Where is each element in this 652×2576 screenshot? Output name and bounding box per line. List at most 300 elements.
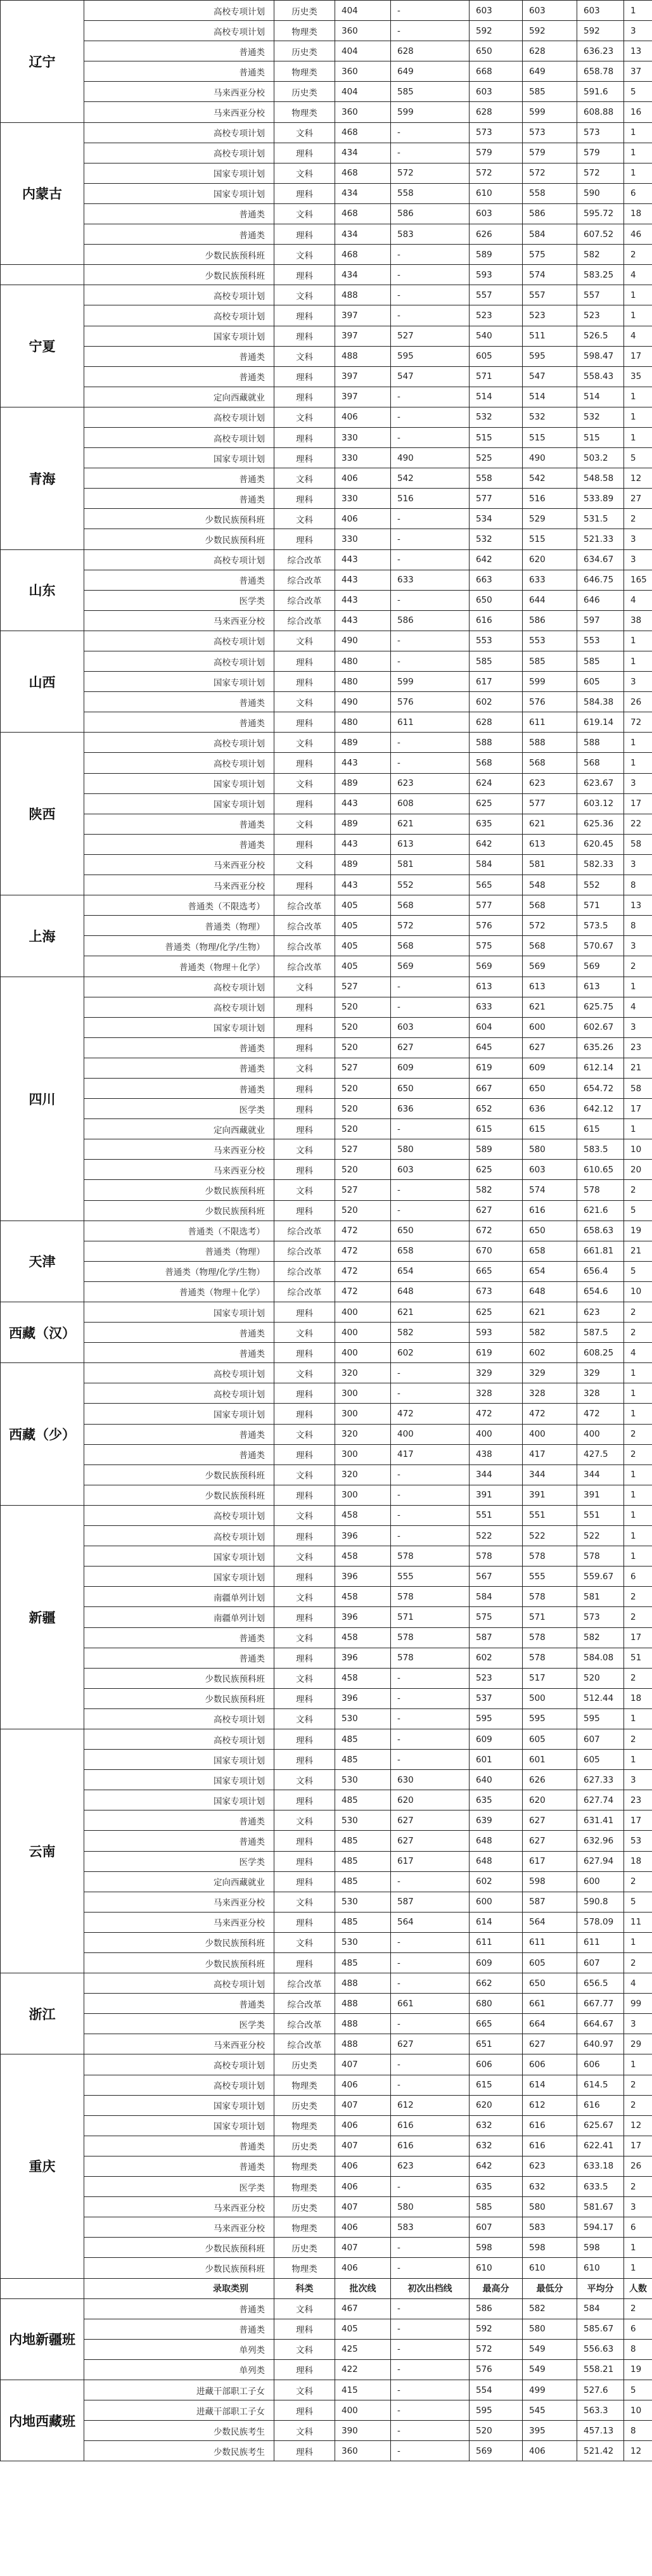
initial-cutoff-cell: - [391,1464,470,1485]
admit-count-cell: 19 [624,2359,652,2380]
max-score-cell: 572 [470,163,523,183]
admit-count-cell: 1 [624,1464,652,1485]
subject-type-cell: 理科 [274,1953,335,1973]
initial-cutoff-cell: 611 [391,712,470,733]
admission-category-cell: 高校专项计划 [84,753,274,773]
admission-category-cell: 普通类 [84,1994,274,2014]
subject-type-cell: 理科 [274,143,335,163]
max-score-cell: 617 [470,672,523,692]
avg-score-cell: 612.14 [577,1058,624,1078]
initial-cutoff-cell: 583 [391,2217,470,2238]
avg-score-cell: 616 [577,2095,624,2115]
table-row [1,2217,652,2238]
batch-line-cell: 397 [335,326,391,346]
batch-line-cell: 458 [335,1505,391,1525]
batch-line-cell: 320 [335,1424,391,1444]
avg-score-cell: 590.8 [577,1892,624,1912]
batch-line-cell: 520 [335,1099,391,1119]
initial-cutoff-cell: 580 [391,2197,470,2217]
min-score-cell: 579 [523,143,577,163]
admission-category-cell: 国家专项计划 [84,1770,274,1790]
subject-type-cell: 理科 [274,2400,335,2421]
batch-line-cell: 485 [335,1871,391,1892]
avg-score-cell: 642.12 [577,1099,624,1119]
batch-line-cell: 406 [335,2217,391,2238]
admission-category-cell: 高校专项计划 [84,631,274,651]
avg-score-cell: 328 [577,1383,624,1404]
admit-count-cell: 3 [624,549,652,570]
min-score-cell: 616 [523,2136,577,2156]
admission-category-cell: 普通类 [84,570,274,590]
table-row [1,916,652,936]
avg-score-cell: 631.41 [577,1810,624,1831]
max-score-cell: 600 [470,1892,523,1912]
admission-category-cell: 医学类 [84,1099,274,1119]
subject-type-cell: 理科 [274,1485,335,1505]
min-score-cell: 586 [523,610,577,631]
min-score-cell: 558 [523,183,577,203]
table-row [1,1444,652,1464]
batch-line-cell: 458 [335,1587,391,1607]
avg-score-cell: 584 [577,2298,624,2319]
subject-type-cell: 理科 [274,712,335,733]
admission-category-cell: 高校专项计划 [84,427,274,447]
table-row [1,2441,652,2461]
batch-line-cell: 360 [335,61,391,82]
table-row [1,529,652,549]
avg-score-cell: 573 [577,1607,624,1627]
table-row [1,1973,652,1994]
subject-type-cell: 理科 [274,224,335,245]
admission-category-cell: 普通类 [84,712,274,733]
avg-score-cell: 658.78 [577,61,624,82]
max-score-cell: 514 [470,387,523,407]
table-row [1,2238,652,2258]
admit-count-cell: 1 [624,1119,652,1139]
batch-line-cell: 300 [335,1485,391,1505]
admission-category-cell: 高校专项计划 [84,1708,274,1729]
min-score-cell: 569 [523,956,577,977]
min-score-cell: 549 [523,2359,577,2380]
admit-count-cell: 1 [624,427,652,447]
min-score-cell: 664 [523,2014,577,2034]
province-cell: 新疆 [1,1505,84,1729]
initial-cutoff-cell: - [391,2258,470,2278]
batch-line-cell: 330 [335,448,391,468]
initial-cutoff-cell: - [391,265,470,285]
avg-score-cell: 400 [577,1424,624,1444]
avg-score-cell: 582 [577,1627,624,1648]
min-score-cell: 582 [523,2298,577,2319]
initial-cutoff-cell: - [391,1526,470,1546]
admission-category-cell: 高校专项计划 [84,651,274,672]
admission-category-cell: 普通类 [84,2319,274,2339]
subject-type-cell: 理科 [274,1160,335,1180]
max-score-cell: 626 [470,224,523,245]
admit-count-cell: 1 [624,1363,652,1383]
initial-cutoff-cell: - [391,631,470,651]
subject-type-cell: 综合改革 [274,916,335,936]
max-score-cell: 344 [470,1464,523,1485]
table-row [1,610,652,631]
admit-count-cell: 4 [624,1973,652,1994]
batch-line-cell: 360 [335,2441,391,2461]
admit-count-cell: 17 [624,2136,652,2156]
table-row [1,1363,652,1383]
admission-category-cell: 南疆单列计划 [84,1587,274,1607]
avg-score-cell: 557 [577,285,624,305]
subject-type-cell: 理科 [274,1567,335,1587]
batch-line-cell: 443 [335,610,391,631]
batch-line-cell: 397 [335,366,391,387]
avg-score-cell: 572 [577,163,624,183]
batch-line-cell: 520 [335,1078,391,1098]
min-score-cell: 564 [523,1912,577,1932]
admission-category-cell: 少数民族预科班 [84,1180,274,1200]
admit-count-cell: 1 [624,1404,652,1424]
min-score-cell: 573 [523,122,577,143]
batch-line-cell: 458 [335,1668,391,1688]
subject-type-cell: 理科 [274,1383,335,1404]
initial-cutoff-cell: - [391,2359,470,2380]
batch-line-cell: 405 [335,895,391,916]
province-cell: 天津 [1,1221,84,1302]
admission-category-cell: 定向西藏就业 [84,1119,274,1139]
table-row [1,326,652,346]
admission-category-cell: 国家专项计划 [84,773,274,793]
admission-category-cell: 普通类 [84,1810,274,1831]
table-row [1,82,652,102]
min-score-cell: 649 [523,61,577,82]
max-score-cell: 578 [470,1546,523,1567]
batch-line-cell: 443 [335,793,391,814]
min-score-cell: 627 [523,2034,577,2054]
initial-cutoff-cell: - [391,407,470,427]
subject-type-cell: 理科 [274,1404,335,1424]
batch-line-cell: 443 [335,570,391,590]
admission-category-cell: 普通类 [84,1078,274,1098]
batch-line-cell: 472 [335,1261,391,1281]
min-score-cell: 587 [523,1892,577,1912]
max-score-cell: 665 [470,2014,523,2034]
initial-cutoff-cell: 417 [391,1444,470,1464]
admission-category-cell: 普通类（物理） [84,916,274,936]
min-score-cell: 611 [523,1932,577,1952]
subject-type-cell: 理科 [274,1099,335,1119]
subject-type-cell: 文科 [274,1810,335,1831]
initial-cutoff-cell: 608 [391,793,470,814]
min-score-cell: 616 [523,2115,577,2136]
max-score-cell: 522 [470,1526,523,1546]
batch-line-cell: 527 [335,1180,391,1200]
initial-cutoff-cell: - [391,21,470,41]
avg-score-cell: 578 [577,1546,624,1567]
initial-cutoff-cell: - [391,2400,470,2421]
initial-cutoff-cell: 661 [391,1994,470,2014]
admission-category-cell: 普通类 [84,2136,274,2156]
batch-line-cell: 468 [335,245,391,265]
admission-category-cell: 国家专项计划 [84,326,274,346]
max-score-cell: 595 [470,2400,523,2421]
max-score-cell: 575 [470,1607,523,1627]
subject-type-cell: 理科 [274,1831,335,1851]
subject-type-cell: 理科 [274,1648,335,1668]
admission-category-cell: 国家专项计划 [84,2095,274,2115]
max-score-cell: 680 [470,1994,523,2014]
admission-category-cell: 普通类 [84,1444,274,1464]
avg-score-cell: 515 [577,427,624,447]
min-score-cell: 601 [523,1750,577,1770]
avg-score-cell: 553 [577,631,624,651]
min-score-cell: 650 [523,1221,577,1241]
admission-category-cell: 医学类 [84,590,274,610]
initial-cutoff-cell: - [391,1505,470,1525]
admission-category-cell: 国家专项计划 [84,1017,274,1037]
admit-count-cell: 53 [624,1831,652,1851]
max-score-cell: 625 [470,1160,523,1180]
batch-line-cell: 330 [335,427,391,447]
initial-cutoff-cell: 616 [391,2115,470,2136]
admit-count-cell: 5 [624,82,652,102]
avg-score-cell: 606 [577,2054,624,2075]
min-score-cell: 391 [523,1485,577,1505]
min-score-cell: 580 [523,2319,577,2339]
subject-type-cell: 文科 [274,814,335,834]
initial-cutoff-cell: - [391,1485,470,1505]
batch-line-cell: 434 [335,143,391,163]
batch-line-cell: 485 [335,1750,391,1770]
min-score-cell: 627 [523,1037,577,1058]
batch-line-cell: 485 [335,1953,391,1973]
avg-score-cell: 603 [577,1,624,21]
min-score-cell: 621 [523,814,577,834]
batch-line-cell: 405 [335,956,391,977]
min-score-cell: 626 [523,1770,577,1790]
initial-cutoff-cell: - [391,2319,470,2339]
max-score-cell: 567 [470,1567,523,1587]
min-score-cell: 586 [523,203,577,224]
subject-type-cell: 综合改革 [274,590,335,610]
admission-category-cell: 少数民族预科班 [84,245,274,265]
subject-type-cell: 综合改革 [274,1241,335,1261]
avg-score-cell: 532 [577,407,624,427]
max-score-cell: 603 [470,203,523,224]
table-row [1,203,652,224]
avg-score-cell: 623.67 [577,773,624,793]
admission-category-cell: 高校专项计划 [84,1383,274,1404]
table-row [1,489,652,509]
max-score-cell: 635 [470,2177,523,2197]
max-score-cell: 584 [470,854,523,875]
min-score-cell: 582 [523,1323,577,1343]
min-score-cell: 636 [523,1099,577,1119]
table-row [1,1851,652,1871]
subject-type-cell: 文科 [274,407,335,427]
admit-count-cell: 6 [624,2319,652,2339]
avg-score-cell: 608.25 [577,1343,624,1363]
admission-category-cell: 马来西亚分校 [84,1160,274,1180]
admit-count-cell: 2 [624,1424,652,1444]
max-score-cell: 668 [470,61,523,82]
min-score-cell: 548 [523,875,577,895]
table-row [1,305,652,326]
admit-count-cell: 1 [624,143,652,163]
max-score-cell: 603 [470,1,523,21]
province-cell: 内蒙古 [1,122,84,265]
admission-category-cell: 高校专项计划 [84,1,274,21]
table-row [1,61,652,82]
admission-category-cell: 马来西亚分校 [84,1912,274,1932]
avg-score-cell: 582 [577,245,624,265]
max-score-cell: 665 [470,1261,523,1281]
max-score-cell: 662 [470,1973,523,1994]
min-score-cell: 515 [523,427,577,447]
initial-cutoff-cell: - [391,122,470,143]
table-row [1,1567,652,1587]
avg-score-cell: 521.42 [577,2441,624,2461]
initial-cutoff-cell: 587 [391,1892,470,1912]
subject-type-cell: 物理类 [274,21,335,41]
batch-line-cell: 406 [335,407,391,427]
subject-type-cell: 理科 [274,1871,335,1892]
table-row [1,773,652,793]
subject-type-cell: 文科 [274,122,335,143]
avg-score-cell: 585 [577,651,624,672]
max-score-cell: 609 [470,1953,523,1973]
province-cell: 上海 [1,895,84,977]
admit-count-cell: 17 [624,793,652,814]
admit-count-cell: 2 [624,1323,652,1343]
admission-category-cell: 少数民族预科班 [84,1688,274,1708]
admission-category-cell: 国家专项计划 [84,1546,274,1567]
batch-line-cell: 405 [335,916,391,936]
admission-category-cell: 普通类 [84,692,274,712]
admission-category-cell: 普通类 [84,1343,274,1363]
subject-type-cell: 文科 [274,1323,335,1343]
batch-line-cell: 422 [335,2359,391,2380]
subject-type-cell: 文科 [274,1627,335,1648]
admit-count-cell: 26 [624,692,652,712]
subject-type-cell: 物理类 [274,2115,335,2136]
admission-category-cell: 普通类 [84,1037,274,1058]
initial-cutoff-cell: 578 [391,1587,470,1607]
max-score-cell: 540 [470,326,523,346]
initial-cutoff-cell: 572 [391,916,470,936]
table-row [1,733,652,753]
subject-type-cell: 文科 [274,631,335,651]
batch-line-cell: 407 [335,2095,391,2115]
subject-type-cell: 历史类 [274,2197,335,2217]
table-row [1,1770,652,1790]
batch-line-cell: 480 [335,712,391,733]
table-row [1,2400,652,2421]
province-cell: 内地西藏班 [1,2380,84,2461]
avg-score-cell: 600 [577,1871,624,1892]
initial-cutoff-cell: - [391,2380,470,2400]
initial-cutoff-cell: 620 [391,1790,470,1810]
avg-score-cell: 591.6 [577,82,624,102]
admit-count-cell: 1 [624,285,652,305]
min-score-cell: 472 [523,1404,577,1424]
max-score-cell: 569 [470,956,523,977]
admission-category-cell: 普通类（物理/化学/生物） [84,936,274,956]
subject-type-cell: 理科 [274,651,335,672]
min-score-cell: 547 [523,366,577,387]
min-score-cell: 578 [523,1587,577,1607]
max-score-cell: 472 [470,1404,523,1424]
initial-cutoff-cell: 617 [391,1851,470,1871]
max-score-cell: 565 [470,875,523,895]
max-score-cell: 579 [470,143,523,163]
batch-line-cell: 472 [335,1241,391,1261]
initial-cutoff-cell: 609 [391,1058,470,1078]
initial-cutoff-cell: - [391,427,470,447]
avg-score-cell: 627.94 [577,1851,624,1871]
admission-category-cell: 普通类（物理） [84,1241,274,1261]
batch-line-cell: 300 [335,1383,391,1404]
initial-cutoff-cell: 576 [391,692,470,712]
admit-count-cell: 58 [624,834,652,854]
subject-type-cell: 文科 [274,468,335,489]
min-score-cell: 613 [523,977,577,997]
admit-count-cell: 10 [624,1139,652,1160]
max-score-cell: 635 [470,814,523,834]
admit-count-cell: 2 [624,1180,652,1200]
subject-type-cell: 理科 [274,834,335,854]
max-score-cell: 537 [470,1688,523,1708]
min-score-cell: 553 [523,631,577,651]
table-row [1,1668,652,1688]
avg-score-cell: 610 [577,2258,624,2278]
max-score-cell: 329 [470,1363,523,1383]
admit-count-cell: 2 [624,1302,652,1323]
min-score-cell: 610 [523,2258,577,2278]
table-row [1,854,652,875]
admit-count-cell: 1 [624,1485,652,1505]
min-score-cell: 581 [523,854,577,875]
batch-line-cell: 530 [335,1892,391,1912]
admission-category-cell: 少数民族预科班 [84,529,274,549]
avg-score-cell: 594.17 [577,2217,624,2238]
admission-category-cell: 少数民族预科班 [84,1932,274,1952]
max-score-cell: 611 [470,1932,523,1952]
admit-count-cell: 4 [624,590,652,610]
admission-category-cell: 马来西亚分校 [84,102,274,122]
table-row [1,1302,652,1323]
avg-score-cell: 646.75 [577,570,624,590]
admit-count-cell: 2 [624,1871,652,1892]
avg-score-cell: 581.67 [577,2197,624,2217]
batch-line-cell: 404 [335,41,391,61]
avg-score-cell: 625.75 [577,997,624,1017]
max-score-cell: 520 [470,2421,523,2441]
max-score-cell: 628 [470,712,523,733]
subject-type-cell: 理科 [274,183,335,203]
subject-type-cell: 理科 [274,1607,335,1627]
max-score-cell: 625 [470,1302,523,1323]
admit-count-cell: 165 [624,570,652,590]
max-score-cell: 391 [470,1485,523,1505]
subject-type-cell: 理科 [274,529,335,549]
batch-line-cell: 485 [335,1851,391,1871]
min-score-cell: 585 [523,82,577,102]
avg-score-cell: 615 [577,1119,624,1139]
admit-count-cell: 5 [624,1261,652,1281]
batch-line-cell: 443 [335,834,391,854]
min-score-cell: 650 [523,1078,577,1098]
table-row [1,1221,652,1241]
admit-count-cell: 12 [624,468,652,489]
